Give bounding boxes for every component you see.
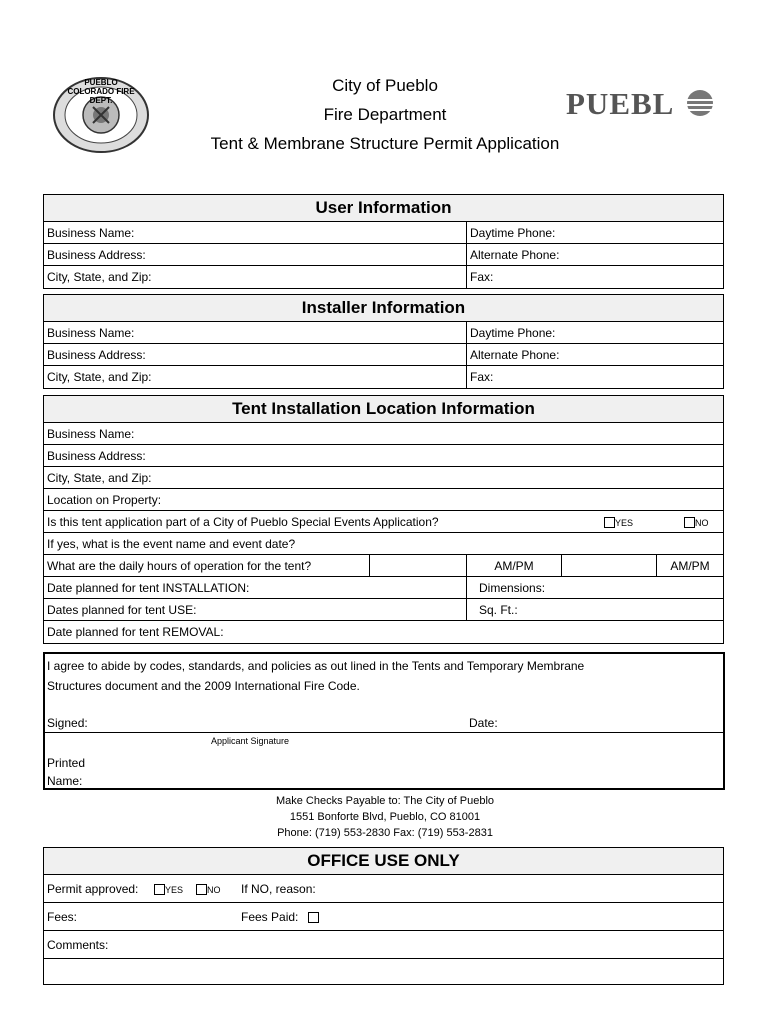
removal-date[interactable]: Date planned for tent REMOVAL: [47, 625, 224, 639]
user-business-name[interactable]: Business Name: [47, 226, 135, 240]
agreement-section [43, 652, 725, 790]
square-feet[interactable]: Sq. Ft.: [466, 599, 723, 620]
applicant-signature-caption: Applicant Signature [211, 736, 290, 746]
user-info-section [43, 194, 724, 289]
event-name-date[interactable]: If yes, what is the event name and event date? [47, 537, 296, 551]
yes-checkbox[interactable] [604, 517, 615, 528]
form-title: Tent & Membrane Structure Permit Application [210, 134, 560, 153]
signed-label: Signed: [47, 716, 88, 730]
location-info-title: Tent Installation Location Information [44, 396, 723, 423]
yes-label: YES [615, 518, 634, 528]
user-daytime-phone[interactable]: Daytime Phone: [466, 222, 723, 243]
office-use-section [43, 847, 724, 985]
location-business-name[interactable]: Business Name: [47, 427, 135, 441]
location-city-state-zip[interactable]: City, State, and Zip: [47, 471, 152, 485]
location-row-business-name [44, 423, 723, 445]
special-events-question: Is this tent application part of a City of Pueblo Special Events Application? [47, 515, 439, 529]
installation-date[interactable]: Date planned for tent INSTALLATION: [47, 581, 250, 595]
permit-yes-label: YES [165, 885, 184, 895]
permit-no-label: NO [207, 885, 221, 895]
dimensions[interactable]: Dimensions: [466, 577, 723, 598]
office-use-title: OFFICE USE ONLY [44, 848, 723, 875]
location-row-special-events [44, 511, 723, 533]
location-row-hours [44, 555, 723, 577]
location-row-use [44, 599, 723, 621]
office-row-comments [44, 931, 723, 959]
office-row-permit [44, 875, 723, 903]
payment-line-2: 1551 Bonforte Blvd, Pueblo, CO 81001 [289, 811, 481, 823]
location-info-section [43, 395, 724, 644]
user-city-state-zip[interactable]: City, State, and Zip: [47, 270, 152, 284]
user-row-2 [44, 244, 723, 266]
location-on-property[interactable]: Location on Property: [47, 493, 162, 507]
installer-fax[interactable]: Fax: [466, 366, 723, 388]
installer-row-1 [44, 322, 723, 344]
location-row-business-address [44, 445, 723, 467]
printed-name-field[interactable] [105, 762, 505, 782]
payment-line-1: Make Checks Payable to: The City of Pueblo [275, 795, 495, 807]
installer-row-2 [44, 344, 723, 366]
printed-label: Printed [47, 756, 86, 770]
signature-field[interactable] [245, 714, 465, 732]
user-business-address[interactable]: Business Address: [47, 248, 146, 262]
ampm-end[interactable]: AM/PM [656, 555, 723, 576]
permit-no-checkbox[interactable] [196, 884, 207, 895]
installer-city-state-zip[interactable]: City, State, and Zip: [47, 370, 152, 384]
daily-hours-label: What are the daily hours of operation for the tent? [47, 559, 312, 573]
date-label: Date: [469, 716, 498, 730]
pueblo-logo-text: PUEBL [566, 86, 675, 121]
fees-label[interactable]: Fees: [47, 910, 78, 924]
office-row-fees [44, 903, 723, 931]
fees-paid-checkbox[interactable] [308, 912, 319, 923]
signature-date-field[interactable] [510, 714, 710, 732]
installer-info-section [43, 294, 724, 389]
permit-approved-label: Permit approved: [47, 882, 139, 896]
use-dates[interactable]: Dates planned for tent USE: [47, 603, 197, 617]
permit-approved-no[interactable] [196, 875, 236, 902]
agreement-line-1: I agree to abide by codes, standards, and policies as out lined in the Tents and Temporary Membrane [47, 659, 585, 673]
installer-info-title: Installer Information [44, 295, 723, 322]
payment-line-3: Phone: (719) 553-2830 Fax: (719) 553-2831 [277, 827, 493, 839]
user-alternate-phone[interactable]: Alternate Phone: [466, 244, 723, 265]
no-label: NO [695, 518, 709, 528]
location-business-address[interactable]: Business Address: [47, 449, 146, 463]
comments-label[interactable]: Comments: [47, 938, 109, 952]
pueblo-logo [566, 86, 716, 122]
no-checkbox[interactable] [684, 517, 695, 528]
user-row-3 [44, 266, 723, 288]
location-row-removal [44, 621, 723, 643]
daily-hours-end-input[interactable] [561, 555, 656, 576]
name-label: Name: [47, 774, 83, 788]
permit-yes-checkbox[interactable] [154, 884, 165, 895]
ampm-start[interactable]: AM/PM [466, 555, 561, 576]
installer-alternate-phone[interactable]: Alternate Phone: [466, 344, 723, 365]
if-no-reason[interactable]: If NO, reason: [241, 882, 316, 896]
signature-divider [45, 732, 723, 733]
daily-hours-start-input[interactable] [369, 555, 466, 576]
installer-business-name[interactable]: Business Name: [47, 326, 135, 340]
installer-row-3 [44, 366, 723, 388]
fees-paid[interactable] [238, 903, 538, 930]
sun-icon [684, 88, 716, 118]
location-row-property [44, 489, 723, 511]
fees-paid-label: Fees Paid: [241, 910, 299, 924]
installer-daytime-phone[interactable]: Daytime Phone: [466, 322, 723, 343]
permit-approved-yes[interactable] [154, 875, 202, 902]
seal-text: PUEBLO COLORADO FIRE DEPT. [67, 78, 135, 105]
user-row-1 [44, 222, 723, 244]
location-row-event-name [44, 533, 723, 555]
department-title: Fire Department [323, 105, 447, 124]
special-events-no[interactable] [684, 511, 724, 532]
office-row-comments-extra[interactable] [44, 959, 723, 987]
special-events-yes[interactable] [604, 511, 664, 532]
location-row-city [44, 467, 723, 489]
city-title: City of Pueblo [332, 76, 438, 95]
installer-business-address[interactable]: Business Address: [47, 348, 146, 362]
user-info-title: User Information [44, 195, 723, 222]
user-fax[interactable]: Fax: [466, 266, 723, 288]
location-row-installation [44, 577, 723, 599]
agreement-line-2: Structures document and the 2009 International Fire Code. [47, 679, 360, 693]
